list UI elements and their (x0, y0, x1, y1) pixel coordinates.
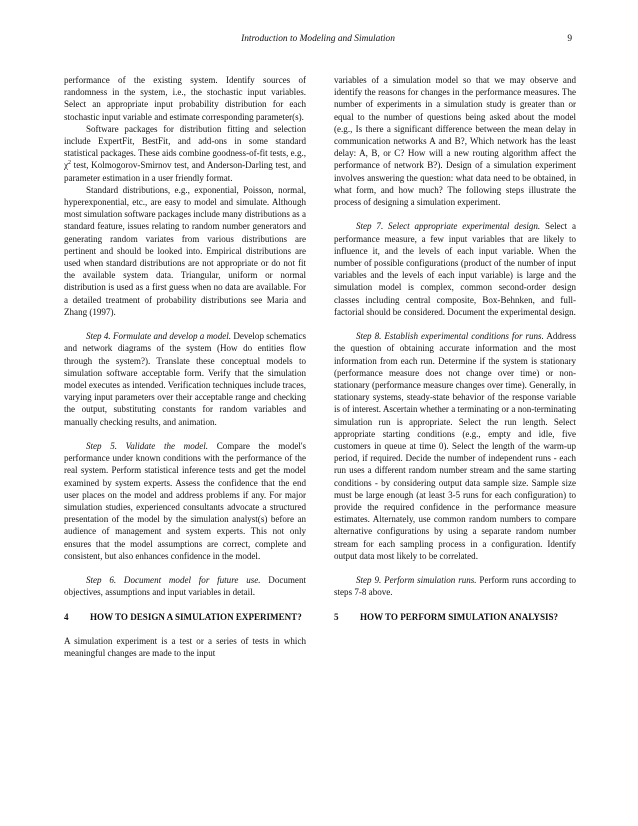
step-6: Step 6. Document model for future use. Document objectives, assumptions and input variables in detail. (64, 575, 306, 598)
running-header (64, 34, 572, 48)
left-column (64, 74, 306, 660)
paragraph-simulation-experiment: A simulation experiment is a test or a series of tests in which meaningful changes are made to the input (64, 636, 306, 659)
step-5-label: Step 5. Validate the model. (86, 441, 209, 452)
step-9-label: Step 9. Perform simulation runs. (356, 575, 477, 586)
step-6-label: Step 6. Document model for future use. (86, 575, 261, 586)
right-column (334, 74, 576, 623)
section-5-heading (334, 611, 576, 623)
step-7-label: Step 7. Select appropriate experimental design. (356, 221, 541, 232)
section-4-heading (64, 611, 306, 623)
step-5: Step 5. Validate the model. Compare the model's performance under known conditions with the performance of the real system. Perform statistical inference tests and get the model examined by system experts. Assess the confidence that the end user places on the model and address problems if any. For major simulation studies, experienced consultants advocate a structured presentation of the model by the simulation analyst(s) before an audience of management and system experts. This not only ensures that the model assumptions are correct, complete and consistent, but also enhances confidence in the model. (64, 441, 307, 561)
running-title: Introduction to Modeling and Simulation (241, 34, 395, 44)
section-4-number: 4 (64, 611, 69, 622)
step-4-label: Step 4. Formulate and develop a model. (86, 331, 232, 342)
step-8: Step 8. Establish experimental conditions for runs. Address the question of obtaining accurate information and the most information from each run. Determine if the system is stationary (performance measure does not change over time) or non-stationary (performance measure changes over time). Generally, in stationary systems, steady-state behavior of the response variable is of interest. Ascertain whether a terminating or a non-terminating simulation run is appropriate. Select the run length. Select appropriate starting conditions (e.g., empty and idle, five customers in queue at time 0). Select the length of the warm-up period, if required. Decide the number of independent runs - each run uses a different random number stream and the same starting conditions - by considering output data sample size. Sample size must be large enough (at least 3-5 runs for each configuration) to provide the required confidence in the performance measure estimates. Alternately, use common random numbers to compare alternative configurations by using a separate random number stream for each sampling process in a configuration. Identify output data most likely to be correlated. (334, 331, 576, 561)
paragraph: variables of a simulation model so that we may observe and identify the reasons for changes in the performance measures. The number of experiments in a simulation study is greater than or equal to the number of questions being asked about the model (e.g., Is there a significant difference between the mean delay in communication networks A and B?, Which network has the least delay: A, B, or C? How will a new routing algorithm affect the performance of network B?). Design of a simulation experiment involves answering the question: what data need to be obtained, in what form, and how much? The following steps illustrate the process of designing a simulation experiment. (334, 75, 576, 208)
page-number: 9 (567, 34, 572, 44)
section-5-number: 5 (334, 611, 339, 622)
paragraph-standard-distributions: Standard distributions, e.g., exponential, Poisson, normal, hyperexponential, etc., are easy to model and simulate. Although most simulation software packages include many distributions as a standard feature, issues relating to random number generators and generating random variates from various distributions are pertinent and should be looked into. Empirical distributions are used when standard distributions are not appropriate or do not fit the available system data. Triangular, uniform or normal distribution is used as a first guess when no data are available. For a detailed treatment of probability distributions see Maria and Zhang (1997). (64, 184, 306, 317)
paragraph: performance of the existing system. Identify sources of randomness in the system, i.e., the stochastic input variables. Select an appropriate input probability distribution for each stochastic input variable and estimate corresponding parameter(s). (64, 75, 306, 122)
step-9: Step 9. Perform simulation runs. Perform runs according to steps 7-8 above. (334, 575, 576, 598)
section-4-title: HOW TO DESIGN A SIMULATION EXPERIMENT? (90, 611, 302, 622)
section-5-title: HOW TO PERFORM SIMULATION ANALYSIS? (360, 611, 559, 622)
step-8-label: Step 8. Establish experimental conditions for runs. (356, 331, 544, 342)
paragraph-software-packages: Software packages for distribution fitting and selection include ExpertFit, BestFit, and add-ons in some standard statistical packages. These aids combine goodness-of-fit tests, e.g., $\chi^2$ test, Kolmogorov-Smirnov test, and Anderson-Darling test, and parameter estimation in a user friendly format. (64, 123, 306, 183)
step-4: Step 4. Formulate and develop a model. Develop schematics and network diagrams of the system (How do entities flow through the system?). Translate these conceptual models to simulation software acceptable form. Verify that the simulation model executes as intended. Verification techniques include traces, varying input parameters over their acceptable range and checking the output, substituting constants for random variables and manually checking results, and animation. (64, 331, 306, 427)
step-7: Step 7. Select appropriate experimental design. Select a performance measure, a few input variables that are likely to influence it, and the levels of each input variable. When the number of possible configurations (product of the number of input variables and the levels of each input variable) is large and the simulation model is complex, common second-order design classes including central composite, Box-Behnken, and full-factorial should be considered. Document the experimental design. (334, 221, 576, 317)
